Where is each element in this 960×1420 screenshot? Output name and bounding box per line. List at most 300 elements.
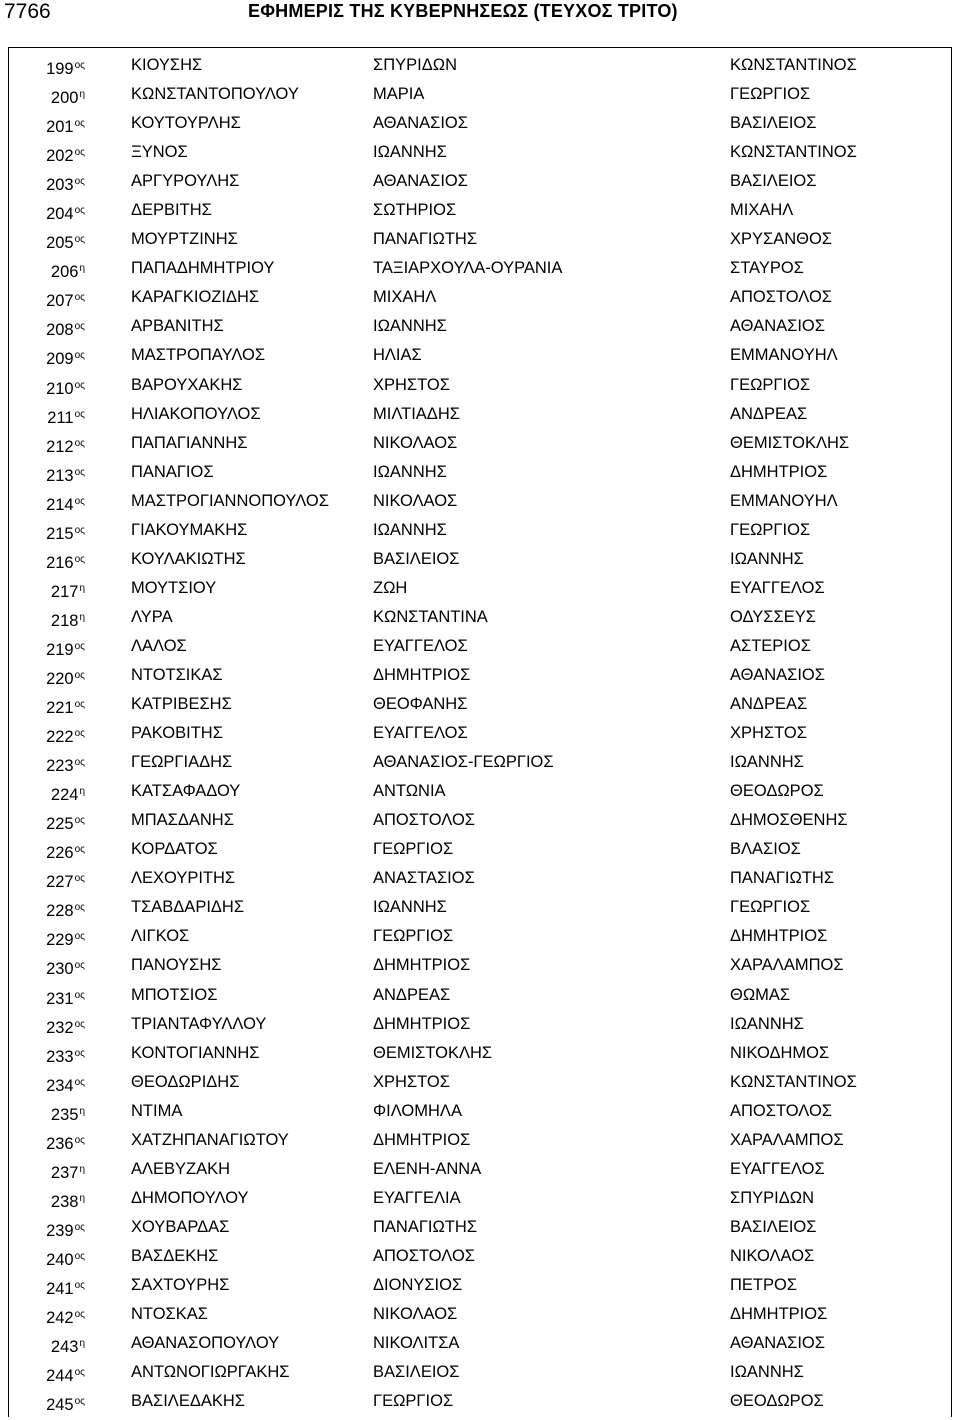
- row-number-value: 200: [50, 89, 79, 108]
- ordinal-suffix: ος: [74, 379, 85, 391]
- row-number: [46, 516, 85, 549]
- row-number-value: 232: [46, 1018, 74, 1037]
- table-row: [0, 632, 960, 661]
- first-name-cell: ΗΛΙΑΣ: [373, 346, 422, 365]
- ordinal-suffix: ος: [74, 524, 85, 536]
- first-name-cell: ΔΗΜΗΤΡΙΟΣ: [373, 1130, 471, 1149]
- table-row: [0, 1097, 960, 1126]
- surname-cell: ΜΟΥΤΣΙΟΥ: [131, 578, 217, 597]
- table-row: [0, 806, 960, 835]
- row-number: [46, 1300, 85, 1333]
- row-number: [46, 893, 85, 926]
- ordinal-suffix: ος: [74, 321, 85, 333]
- row-number: [46, 922, 85, 955]
- surname-cell: ΑΝΤΩΝΟΓΙΩΡΓΑΚΗΣ: [131, 1363, 290, 1382]
- ordinal-suffix: ος: [74, 350, 85, 362]
- father-name-cell: ΙΩΑΝΝΗΣ: [730, 549, 804, 568]
- father-name-cell: ΕΜΜΑΝΟΥΗΛ: [730, 491, 838, 510]
- surname-cell: ΑΡΓΥΡΟΥΛΗΣ: [131, 172, 240, 191]
- row-number-value: 202: [46, 147, 74, 166]
- surname-cell: ΚΩΝΣΤΑΝΤΟΠΟΥΛΟΥ: [131, 85, 299, 104]
- table-row: [0, 341, 960, 370]
- father-name-cell: ΒΑΣΙΛΕΙΟΣ: [730, 1217, 817, 1236]
- table-row: [0, 254, 960, 283]
- row-number: [46, 1213, 85, 1246]
- surname-cell: ΧΟΥΒΑΡΔΑΣ: [131, 1217, 230, 1236]
- first-name-cell: ΕΥΑΓΓΕΛΟΣ: [373, 636, 468, 655]
- father-name-cell: ΕΥΑΓΓΕΛΟΣ: [730, 1159, 825, 1178]
- first-name-cell: ΚΩΝΣΤΑΝΤΙΝΑ: [373, 607, 488, 626]
- surname-cell: ΚΟΝΤΟΓΙΑΝΝΗΣ: [131, 1043, 260, 1062]
- table-row: [0, 458, 960, 487]
- row-number: [46, 835, 85, 868]
- ordinal-suffix: ος: [74, 757, 85, 769]
- first-name-cell: ΒΑΣΙΛΕΙΟΣ: [373, 1363, 460, 1382]
- father-name-cell: ΑΣΤΕΡΙΟΣ: [730, 636, 811, 655]
- surname-cell: ΠΑΝΑΓΙΟΣ: [131, 462, 214, 481]
- first-name-cell: ΣΩΤΗΡΙΟΣ: [373, 201, 457, 220]
- ordinal-suffix: η: [79, 1338, 85, 1350]
- father-name-cell: ΝΙΚΟΔΗΜΟΣ: [730, 1043, 830, 1062]
- father-name-cell: ΑΘΑΝΑΣΙΟΣ: [730, 317, 825, 336]
- row-number-value: 219: [46, 640, 74, 659]
- row-number-value: 230: [46, 960, 74, 979]
- row-number-value: 209: [46, 350, 74, 369]
- surname-cell: ΚΑΡΑΓΚΙΟΖΙΔΗΣ: [131, 288, 260, 307]
- row-number: [46, 371, 85, 404]
- first-name-cell: ΜΙΛΤΙΑΔΗΣ: [373, 404, 460, 423]
- row-number: [51, 603, 85, 636]
- row-number: [46, 51, 85, 84]
- first-name-cell: ΑΝΤΩΝΙΑ: [373, 782, 446, 801]
- row-number: [46, 1010, 85, 1043]
- first-name-cell: ΦΙΛΟΜΗΛΑ: [373, 1101, 462, 1120]
- row-number: [46, 1271, 85, 1304]
- row-number-value: 213: [46, 466, 74, 485]
- surname-cell: ΝΤΟΤΣΙΚΑΣ: [131, 665, 223, 684]
- ordinal-suffix: ος: [74, 1134, 85, 1146]
- row-number: [46, 661, 85, 694]
- father-name-cell: ΧΡΥΣΑΝΘΟΣ: [730, 230, 833, 249]
- first-name-cell: ΓΕΩΡΓΙΟΣ: [373, 1392, 454, 1411]
- ordinal-suffix: ος: [74, 960, 85, 972]
- father-name-cell: ΘΕΜΙΣΤΟΚΛΗΣ: [730, 433, 850, 452]
- surname-cell: ΤΡΙΑΝΤΑΦΥΛΛΟΥ: [131, 1014, 267, 1033]
- row-number: [51, 1184, 85, 1217]
- row-number: [46, 806, 85, 839]
- table-row: [0, 690, 960, 719]
- surname-cell: ΠΑΠΑΓΙΑΝΝΗΣ: [131, 433, 248, 452]
- first-name-cell: ΘΕΜΙΣΤΟΚΛΗΣ: [373, 1043, 493, 1062]
- row-number: [46, 545, 85, 578]
- table-row: [0, 1126, 960, 1155]
- surname-cell: ΚΑΤΣΑΦΑΔΟΥ: [131, 782, 241, 801]
- row-number: [46, 109, 85, 142]
- row-number: [46, 719, 85, 752]
- first-name-cell: ΓΕΩΡΓΙΟΣ: [373, 840, 454, 859]
- row-number-value: 233: [46, 1047, 74, 1066]
- ordinal-suffix: ος: [74, 205, 85, 217]
- ordinal-suffix: ος: [74, 234, 85, 246]
- table-row: [0, 1300, 960, 1329]
- row-number: [46, 690, 85, 723]
- ordinal-suffix: ος: [74, 931, 85, 943]
- surname-cell: ΑΡΒΑΝΙΤΗΣ: [131, 317, 224, 336]
- father-name-cell: ΑΠΟΣΤΟΛΟΣ: [730, 288, 832, 307]
- row-number-value: 240: [46, 1250, 74, 1269]
- ordinal-suffix: ος: [74, 1396, 85, 1408]
- first-name-cell: ΙΩΑΝΝΗΣ: [373, 317, 447, 336]
- surname-cell: ΣΑΧΤΟΥΡΗΣ: [131, 1275, 230, 1294]
- row-number: [46, 225, 85, 258]
- row-number: [51, 254, 85, 287]
- first-name-cell: ΕΥΑΓΓΕΛΟΣ: [373, 724, 468, 743]
- row-number: [46, 632, 85, 665]
- father-name-cell: ΠΑΝΑΓΙΩΤΗΣ: [730, 869, 835, 888]
- table-row: [0, 893, 960, 922]
- surname-cell: ΚΑΤΡΙΒΕΣΗΣ: [131, 695, 232, 714]
- surname-cell: ΑΛΕΒΥΖΑΚΗ: [131, 1159, 231, 1178]
- ordinal-suffix: ος: [74, 1018, 85, 1030]
- surname-cell: ΛΥΡΑ: [131, 607, 173, 626]
- row-number: [47, 400, 85, 433]
- surname-cell: ΜΠΟΤΣΙΟΣ: [131, 985, 218, 1004]
- row-number-value: 244: [46, 1367, 74, 1386]
- table-row: [0, 1358, 960, 1387]
- first-name-cell: ΑΘΑΝΑΣΙΟΣ-ΓΕΩΡΓΙΟΣ: [373, 753, 554, 772]
- first-name-cell: ΑΝΔΡΕΑΣ: [373, 985, 451, 1004]
- row-number: [46, 981, 85, 1014]
- row-number: [46, 1068, 85, 1101]
- surname-cell: ΠΑΝΟΥΣΗΣ: [131, 956, 222, 975]
- father-name-cell: ΠΕΤΡΟΣ: [730, 1275, 798, 1294]
- surname-cell: ΜΟΥΡΤΖΙΝΗΣ: [131, 230, 238, 249]
- row-number-value: 231: [46, 989, 74, 1008]
- row-number-value: 205: [46, 234, 74, 253]
- row-number: [46, 458, 85, 491]
- first-name-cell: ΑΝΑΣΤΑΣΙΟΣ: [373, 869, 475, 888]
- first-name-cell: ΑΘΑΝΑΣΙΟΣ: [373, 114, 468, 133]
- row-number-value: 234: [46, 1076, 74, 1095]
- first-name-cell: ΝΙΚΟΛΙΤΣΑ: [373, 1334, 460, 1353]
- row-number-value: 242: [46, 1309, 74, 1328]
- first-name-cell: ΔΙΟΝΥΣΙΟΣ: [373, 1275, 463, 1294]
- row-number: [51, 1097, 85, 1130]
- page-number: 7766: [4, 0, 51, 23]
- ordinal-suffix: ος: [74, 292, 85, 304]
- ordinal-suffix: ος: [74, 1221, 85, 1233]
- row-number-value: 227: [46, 873, 74, 892]
- father-name-cell: ΧΑΡΑΛΑΜΠΟΣ: [730, 1130, 844, 1149]
- first-name-cell: ΙΩΑΝΝΗΣ: [373, 898, 447, 917]
- table-row: [0, 167, 960, 196]
- first-name-cell: ΕΥΑΓΓΕΛΙΑ: [373, 1188, 461, 1207]
- surname-cell: ΠΑΠΑΔΗΜΗΤΡΙΟΥ: [131, 259, 275, 278]
- table-row: [0, 138, 960, 167]
- row-number-value: 221: [46, 699, 74, 718]
- ordinal-suffix: ος: [74, 466, 85, 478]
- row-number-value: 239: [46, 1221, 74, 1240]
- row-number-value: 225: [46, 815, 74, 834]
- row-number: [46, 283, 85, 316]
- surname-cell: ΛΑΛΟΣ: [131, 636, 187, 655]
- father-name-cell: ΣΠΥΡΙΔΩΝ: [730, 1188, 814, 1207]
- father-name-cell: ΟΔΥΣΣΕΥΣ: [730, 607, 816, 626]
- ordinal-suffix: ος: [74, 1047, 85, 1059]
- row-number-value: 237: [50, 1163, 79, 1182]
- table-row: [0, 371, 960, 400]
- ordinal-suffix: ος: [74, 815, 85, 827]
- surname-cell: ΛΕΧΟΥΡΙΤΗΣ: [131, 869, 236, 888]
- father-name-cell: ΒΛΑΣΙΟΣ: [730, 840, 801, 859]
- row-number: [46, 429, 85, 462]
- father-name-cell: ΕΜΜΑΝΟΥΗΛ: [730, 346, 838, 365]
- table-row: [0, 225, 960, 254]
- ordinal-suffix: ος: [74, 553, 85, 565]
- first-name-cell: ΣΠΥΡΙΔΩΝ: [373, 56, 457, 74]
- table-row: [0, 1155, 960, 1184]
- row-number: [46, 167, 85, 200]
- father-name-cell: ΣΤΑΥΡΟΣ: [730, 259, 804, 278]
- ordinal-suffix: ος: [74, 669, 85, 681]
- first-name-cell: ΒΑΣΙΛΕΙΟΣ: [373, 549, 460, 568]
- row-number: [46, 1126, 85, 1159]
- first-name-cell: ΝΙΚΟΛΑΟΣ: [373, 1305, 458, 1324]
- table-row: [0, 1039, 960, 1068]
- row-number-value: 212: [46, 437, 74, 456]
- father-name-cell: ΙΩΑΝΝΗΣ: [730, 753, 804, 772]
- row-number-value: 204: [46, 205, 74, 224]
- row-number-value: 210: [46, 379, 74, 398]
- father-name-cell: ΙΩΑΝΝΗΣ: [730, 1014, 804, 1033]
- first-name-cell: ΘΕΟΦΑΝΗΣ: [373, 695, 468, 714]
- surname-cell: ΝΤΟΣΚΑΣ: [131, 1305, 208, 1324]
- father-name-cell: ΧΑΡΑΛΑΜΠΟΣ: [730, 956, 844, 975]
- row-number-value: 241: [46, 1279, 74, 1298]
- row-number-value: 226: [46, 844, 74, 863]
- ordinal-suffix: ος: [74, 699, 85, 711]
- table-row: [0, 487, 960, 516]
- father-name-cell: ΔΗΜΗΤΡΙΟΣ: [730, 462, 828, 481]
- surname-cell: ΓΙΑΚΟΥΜΑΚΗΣ: [131, 520, 248, 539]
- row-number-value: 211: [47, 408, 74, 427]
- table-row: [0, 1184, 960, 1213]
- father-name-cell: ΚΩΝΣΤΑΝΤΙΝΟΣ: [730, 143, 857, 162]
- ordinal-suffix: ος: [74, 640, 85, 652]
- first-name-cell: ΕΛΕΝΗ-ΑΝΝΑ: [373, 1159, 482, 1178]
- ordinal-suffix: ος: [74, 902, 85, 914]
- father-name-cell: ΑΝΔΡΕΑΣ: [730, 695, 808, 714]
- row-number: [46, 1358, 85, 1391]
- first-name-cell: ΠΑΝΑΓΙΩΤΗΣ: [373, 1217, 478, 1236]
- first-name-cell: ΔΗΜΗΤΡΙΟΣ: [373, 956, 471, 975]
- table-row: [0, 922, 960, 951]
- father-name-cell: ΔΗΜΟΣΘΕΝΗΣ: [730, 811, 848, 830]
- surname-cell: ΚΙΟΥΣΗΣ: [131, 56, 203, 74]
- row-number-value: 216: [46, 553, 74, 572]
- father-name-cell: ΧΡΗΣΤΟΣ: [730, 724, 807, 743]
- first-name-cell: ΧΡΗΣΤΟΣ: [373, 375, 450, 394]
- surname-cell: ΔΗΜΟΠΟΥΛΟΥ: [131, 1188, 249, 1207]
- row-number-value: 214: [46, 495, 74, 514]
- table-row: [0, 545, 960, 574]
- table-row: [0, 981, 960, 1010]
- father-name-cell: ΘΕΟΔΩΡΟΣ: [730, 782, 824, 801]
- ordinal-suffix: ος: [74, 147, 85, 159]
- row-number-value: 236: [46, 1134, 74, 1153]
- ordinal-suffix: ος: [74, 176, 85, 188]
- ordinal-suffix: η: [79, 89, 85, 101]
- row-number-value: 199: [46, 60, 74, 78]
- father-name-cell: ΘΩΜΑΣ: [730, 985, 791, 1004]
- first-name-cell: ΙΩΑΝΝΗΣ: [373, 143, 447, 162]
- table-row: [0, 51, 960, 80]
- row-number-value: 228: [46, 902, 74, 921]
- ordinal-suffix: η: [79, 1192, 85, 1204]
- table-row: [0, 951, 960, 980]
- table-row: [0, 429, 960, 458]
- row-number-value: 235: [50, 1105, 79, 1124]
- row-number: [46, 138, 85, 171]
- table-row: [0, 1213, 960, 1242]
- first-name-cell: ΔΗΜΗΤΡΙΟΣ: [373, 1014, 471, 1033]
- surname-cell: ΛΙΓΚΟΣ: [131, 927, 190, 946]
- first-name-cell: ΓΕΩΡΓΙΟΣ: [373, 927, 454, 946]
- row-number-value: 220: [46, 669, 74, 688]
- table-row: [0, 603, 960, 632]
- row-number: [51, 80, 85, 113]
- table-row: [0, 719, 960, 748]
- surname-cell: ΚΟΥΤΟΥΡΛΗΣ: [131, 114, 241, 133]
- table-row: [0, 516, 960, 545]
- table-row: [0, 748, 960, 777]
- father-name-cell: ΜΙΧΑΗΛ: [730, 201, 794, 220]
- ordinal-suffix: ος: [74, 437, 85, 449]
- father-name-cell: ΝΙΚΟΛΑΟΣ: [730, 1246, 815, 1265]
- father-name-cell: ΒΑΣΙΛΕΙΟΣ: [730, 114, 817, 133]
- ordinal-suffix: ος: [74, 728, 85, 740]
- table-row: [0, 1242, 960, 1271]
- table-row: [0, 1010, 960, 1039]
- row-number: [51, 777, 85, 810]
- father-name-cell: ΑΘΑΝΑΣΙΟΣ: [730, 1334, 825, 1353]
- ordinal-suffix: ος: [74, 844, 85, 856]
- row-number: [51, 1155, 85, 1188]
- row-number-value: 215: [46, 524, 74, 543]
- father-name-cell: ΓΕΩΡΓΙΟΣ: [730, 85, 811, 104]
- table-row: [0, 109, 960, 138]
- row-number-value: 238: [50, 1192, 79, 1211]
- surname-cell: ΒΑΣΙΛΕΔΑΚΗΣ: [131, 1392, 245, 1411]
- row-number: [46, 1242, 85, 1275]
- father-name-cell: ΓΕΩΡΓΙΟΣ: [730, 375, 811, 394]
- ordinal-suffix: η: [79, 582, 85, 594]
- father-name-cell: ΔΗΜΗΤΡΙΟΣ: [730, 927, 828, 946]
- ordinal-suffix: ος: [74, 495, 85, 507]
- father-name-cell: ΚΩΝΣΤΑΝΤΙΝΟΣ: [730, 56, 857, 74]
- table-row: [0, 835, 960, 864]
- ordinal-suffix: η: [79, 263, 85, 275]
- surname-cell: ΚΟΥΛΑΚΙΩΤΗΣ: [131, 549, 246, 568]
- ordinal-suffix: ος: [74, 1309, 85, 1321]
- row-number-value: 206: [50, 263, 79, 282]
- surname-cell: ΔΕΡΒΙΤΗΣ: [131, 201, 212, 220]
- ordinal-suffix: ος: [74, 989, 85, 1001]
- table-row: [0, 864, 960, 893]
- table-row: [0, 283, 960, 312]
- first-name-cell: ΝΙΚΟΛΑΟΣ: [373, 433, 458, 452]
- first-name-cell: ΝΙΚΟΛΑΟΣ: [373, 491, 458, 510]
- row-number-value: 217: [50, 582, 79, 601]
- first-name-cell: ΙΩΑΝΝΗΣ: [373, 462, 447, 481]
- surname-cell: ΒΑΡΟΥΧΑΚΗΣ: [131, 375, 243, 394]
- father-name-cell: ΑΝΔΡΕΑΣ: [730, 404, 808, 423]
- gazette-title: ΕΦΗΜΕΡΙΣ ΤΗΣ ΚΥΒΕΡΝΗΣΕΩΣ (ΤΕΥΧΟΣ ΤΡΙΤΟ): [248, 1, 678, 21]
- ordinal-suffix: ος: [74, 1250, 85, 1262]
- first-name-cell: ΙΩΑΝΝΗΣ: [373, 520, 447, 539]
- table-row: [0, 574, 960, 603]
- table-row: [0, 661, 960, 690]
- surname-cell: ΑΘΑΝΑΣΟΠΟΥΛΟΥ: [131, 1334, 280, 1353]
- page-header: [0, 0, 960, 28]
- row-number: [46, 951, 85, 984]
- first-name-cell: ΜΙΧΑΗΛ: [373, 288, 437, 307]
- table-row: [0, 312, 960, 341]
- ordinal-suffix: ος: [74, 1367, 85, 1379]
- row-number: [46, 864, 85, 897]
- row-number-value: 229: [46, 931, 74, 950]
- first-name-cell: ΠΑΝΑΓΙΩΤΗΣ: [373, 230, 478, 249]
- father-name-cell: ΓΕΩΡΓΙΟΣ: [730, 520, 811, 539]
- first-name-cell: ΤΑΞΙΑΡΧΟΥΛΑ-ΟΥΡΑΝΙΑ: [373, 259, 563, 278]
- father-name-cell: ΚΩΝΣΤΑΝΤΙΝΟΣ: [730, 1072, 857, 1091]
- table-row: [0, 1068, 960, 1097]
- ordinal-suffix: η: [79, 611, 85, 623]
- surname-cell: ΜΑΣΤΡΟΠΑΥΛΟΣ: [131, 346, 266, 365]
- surname-cell: ΡΑΚΟΒΙΤΗΣ: [131, 724, 223, 743]
- surname-cell: ΜΠΑΣΔΑΝΗΣ: [131, 811, 234, 830]
- father-name-cell: ΑΠΟΣΤΟΛΟΣ: [730, 1101, 832, 1120]
- first-name-cell: ΧΡΗΣΤΟΣ: [373, 1072, 450, 1091]
- first-name-cell: ΜΑΡΙΑ: [373, 85, 425, 104]
- row-number-value: 222: [46, 728, 74, 747]
- table-row: [0, 400, 960, 429]
- row-number: [46, 341, 85, 374]
- first-name-cell: ΖΩΗ: [373, 578, 408, 597]
- father-name-cell: ΑΘΑΝΑΣΙΟΣ: [730, 665, 825, 684]
- row-number: [46, 312, 85, 345]
- surname-cell: ΞΥΝΟΣ: [131, 143, 188, 162]
- father-name-cell: ΕΥΑΓΓΕΛΟΣ: [730, 578, 825, 597]
- row-number-value: 243: [50, 1338, 79, 1357]
- father-name-cell: ΘΕΟΔΩΡΟΣ: [730, 1392, 824, 1411]
- surname-cell: ΘΕΟΔΩΡΙΔΗΣ: [131, 1072, 240, 1091]
- first-name-cell: ΑΠΟΣΤΟΛΟΣ: [373, 811, 475, 830]
- father-name-cell: ΒΑΣΙΛΕΙΟΣ: [730, 172, 817, 191]
- table-row: [0, 1271, 960, 1300]
- surname-cell: ΧΑΤΖΗΠΑΝΑΓΙΩΤΟΥ: [131, 1130, 289, 1149]
- row-number: [51, 574, 85, 607]
- ordinal-suffix: ος: [74, 60, 85, 71]
- father-name-cell: ΓΕΩΡΓΙΟΣ: [730, 898, 811, 917]
- ordinal-suffix: η: [79, 1105, 85, 1117]
- row-number: [46, 487, 85, 520]
- row-number-value: 245: [46, 1396, 74, 1415]
- first-name-cell: ΑΠΟΣΤΟΛΟΣ: [373, 1246, 475, 1265]
- ordinal-suffix: η: [79, 786, 85, 798]
- ordinal-suffix: ος: [74, 408, 85, 420]
- ordinal-suffix: ος: [74, 1076, 85, 1088]
